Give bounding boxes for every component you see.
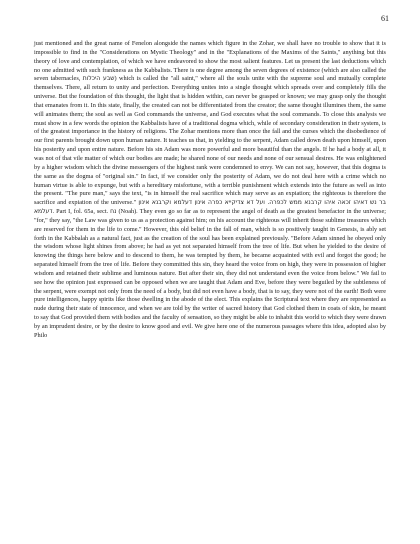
text-segment-3: . Part I, fol. 65a, sect. <box>52 208 111 216</box>
hebrew-term-seven-tabernacles: שבע היכלות <box>82 75 115 83</box>
page-number: 61 <box>381 14 389 23</box>
body-paragraph <box>34 40 386 341</box>
text-segment-2: ) which is called the "all saint," where all the souls unite with the supreme soul and mutually complete themselves. There, all return to unity and perfection. Everything unites into a single thought which spreads over and completely fills the universe. But the foundation of this thought, the light that is hidden within, can never be grasped or known; we may grasp only the thought that emanates from it. In this state, finally, the created can not be differentiated from the creator; the same thought illumines them, the same will animates them; the soul as well as God commands the universe, and God executes what the soul commands. To close this analysis we must show in a few words the opinion the Kabbalists have of a traditional dogma which, while of secondary consideration in their system, is of the greatest importance in the history of religions. The Zohar mentions more than once the fall and the curses which the disobedience of our first parents brought down upon human nature. It teaches us that, in yielding to the serpent, Adam called down death upon himself, upon his posterity and upon entire nature. Before his sin Adam was more powerful and more beautiful than the angels. If he had a body at all, it was not of that vile matter of which our bodies are made; he shared none of our needs and none of our sensual desires. He was enlightened by a higher wisdom which the divine messengers of the highest rank were condemned to envy. We can not say, however, that this dogma is the same as the dogma of "original sin." In fact, if we consider only the posterity of Adam, we do not deal here with a crime which no human virtue is able to expunge, but with a hereditary misfortune, with a terrible punishment which extends into the future as well as into the present. "The pure man," says the text, "is in himself the real sacrifice which may serve as an expiation; the righteous is therefore the sacrifice and expiation of the universe." <box>34 75 386 207</box>
hebrew-section-noah: נח <box>110 208 117 216</box>
text-segment-4: (Noah). They even go so far as to represent the angel of death as the greatest benefactor in the universe; "for," they say, "the Law was given to us as a protection against him; on his account the righteous will inherit those sublime treasures which are reserved for them in the life to come." However, this old belief in the fall of man, which is so positively taught in Genesis, is ably set forth in the Kabbalah as a natural fact, just as the creation of the soul has been explained previously. "Before Adam sinned he obeyed only the wisdom whose light shines from above; he had as yet not separated himself from the tree of life. But when he yielded to the desire of knowing the things here below and to descend to them, he was tempted by them, he became acquainted with evil and forgot the good; he separated himself from the tree of life. Before they committed this sin, they heard the voice from on high, they were in possession of higher wisdom and retained their sublime and luminous nature. But after their sin, they did not understand even the voice from below." We fail to see how the opinion just expressed can be opposed when we are taught that Adam and Eve, before they were beguiled by the subtleness of the serpent, were exempt not only from the need of a body, but did not even have a body, that is to say, they were not of the earth! Both were pure intelligences, happy spirits like those dwelling in the abode of the elect. This explains the Scriptural text where they are represented as nude during their state of innocence, and when we are told by the writer of sacred history that God clothed them in coats of skin, he meant to say that God provided them with bodies and the faculty of sensation, so they might be able to inhabit this world to which they were drawn by an imprudent desire, or by the desire to know good and evil. We give here one of the numerous passages where this idea, adopted also by Philo <box>34 208 386 339</box>
text-segment-1: just mentioned and the great name of Fenelon alongside the names which figure in the Zohar, we shall have no trouble to show that it is impossible to find in the "Considerations on Mystic Theology" and in the "Explanations of the Maxims of the Saints," anything but this theory of love and contemplation, of which we have endeavored to show the most salient features. Let us present the last deductions which no one admitted with such frankness as the Kabbalists. There is one degree among the seven degrees of existence (which are also called the seven tabernacles, <box>34 40 386 83</box>
hebrew-quote-sacrifice: בר נש דאיהו זכאה איהו קרבנא ממש לכפרה. ועל דא צדיקייא כפרה אינון דעלמא וקרבנא אינון דעלמא <box>34 199 386 216</box>
